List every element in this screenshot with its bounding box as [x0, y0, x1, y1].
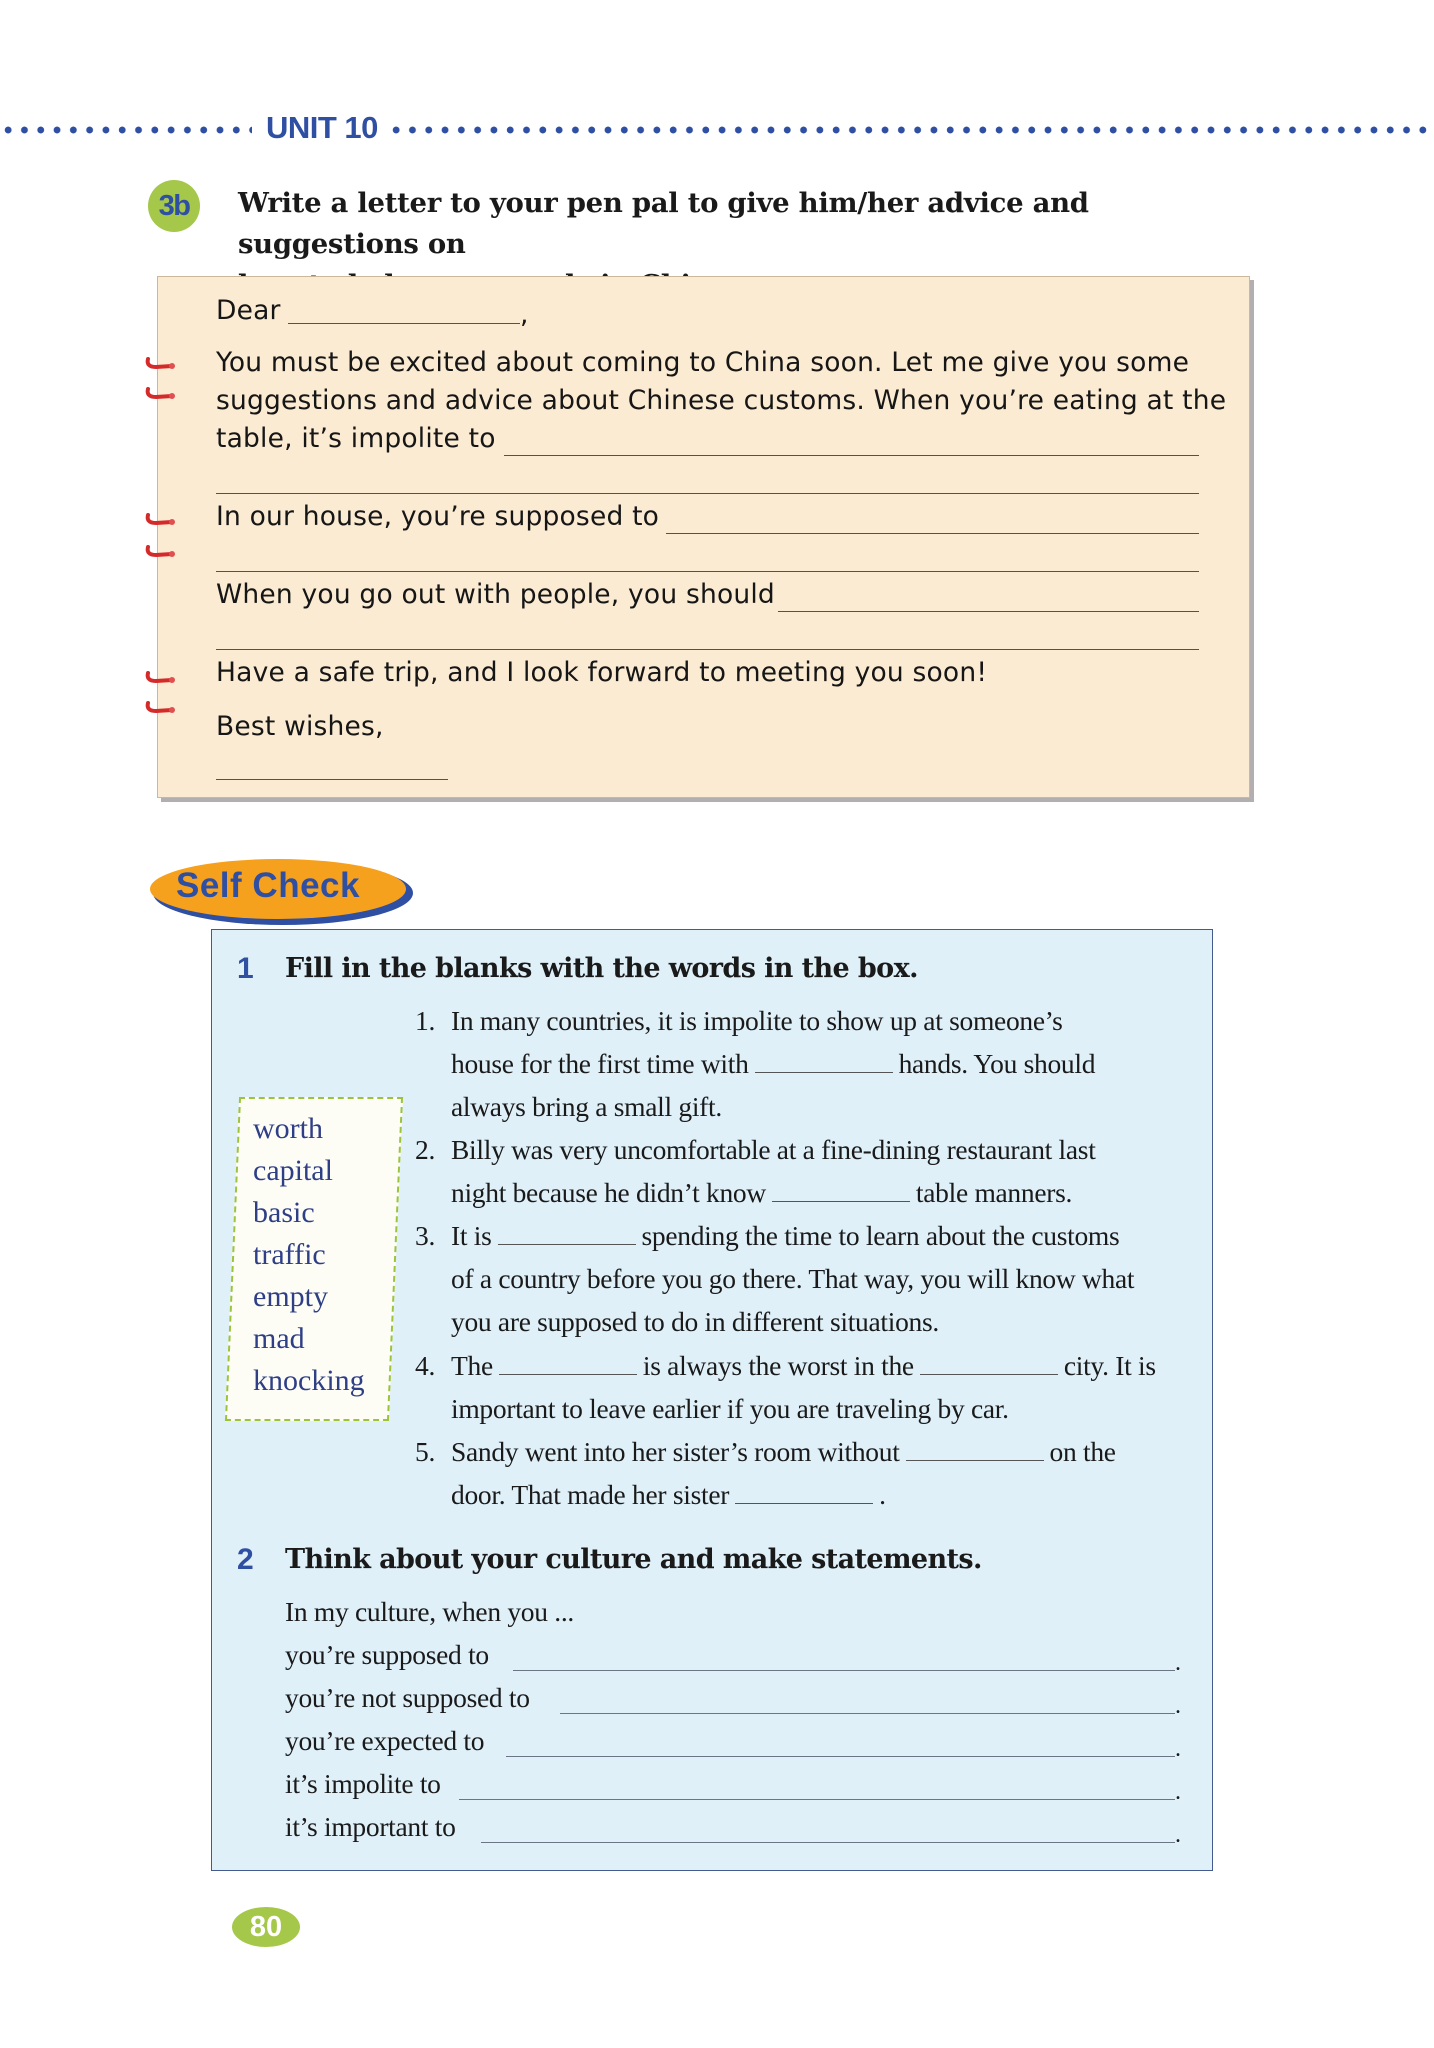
spiral-ring-icon — [144, 385, 178, 403]
item-4-line-2: important to leave earlier if you are traveling by car. — [451, 1393, 1009, 1424]
answer-line-table-manners-2[interactable] — [216, 493, 1199, 494]
letter-para1-line3: table, it’s impolite to — [216, 423, 496, 454]
word-box-item: empty — [253, 1280, 328, 1313]
spiral-ring-icon — [144, 543, 178, 561]
letter-para2: In our house, you’re supposed to — [216, 501, 660, 532]
letter-sign-off: Best wishes, — [216, 711, 384, 742]
self-check-label: Self Check — [176, 866, 360, 905]
answer-blank[interactable] — [772, 1179, 910, 1202]
header-dotted-rule-right — [388, 126, 1434, 134]
instruction-line-1: Write a letter to your pen pal to give him/her advice and suggestions on — [238, 187, 1089, 260]
word-box-item: knocking — [253, 1364, 365, 1397]
statement-label: you’re expected to — [285, 1725, 485, 1756]
item-1-line-1: In many countries, it is impolite to show up at someone’s — [451, 1005, 1063, 1036]
letter-greeting: Dear — [216, 295, 281, 326]
answer-blank[interactable] — [499, 1352, 637, 1375]
statement-answer-line[interactable] — [513, 1670, 1175, 1671]
statement-period: . — [1175, 1779, 1181, 1805]
answer-blank[interactable] — [735, 1481, 873, 1504]
recipient-name-blank[interactable] — [288, 323, 520, 324]
statement-label: you’re not supposed to — [285, 1682, 530, 1713]
word-box-item: mad — [253, 1322, 305, 1355]
item-3-line-1: It is spending the time to learn about the customs — [451, 1220, 1120, 1251]
item-5-line-1: Sandy went into her sister’s room without on the — [451, 1436, 1116, 1467]
item-4-line-1: The is always the worst in the city. It is — [451, 1350, 1156, 1381]
spiral-ring-icon — [144, 355, 178, 373]
item-number: 1. — [415, 1005, 436, 1036]
greeting-comma: , — [520, 299, 529, 330]
item-number: 5. — [415, 1436, 436, 1467]
item-number: 2. — [415, 1134, 436, 1165]
statement-answer-line[interactable] — [459, 1799, 1175, 1800]
item-1-line-2: house for the first time with hands. You should — [451, 1048, 1096, 1079]
statement-label: you’re supposed to — [285, 1639, 489, 1670]
spiral-ring-icon — [144, 511, 178, 529]
item-number: 3. — [415, 1220, 436, 1251]
answer-line-going-out-2[interactable] — [216, 649, 1199, 650]
exercise-badge-3b: 3b — [148, 180, 200, 232]
statement-period: . — [1175, 1650, 1181, 1676]
statement-label: it’s impolite to — [285, 1768, 441, 1799]
answer-line-going-out[interactable] — [778, 611, 1199, 612]
letter-closing-line: Have a safe trip, and I look forward to meeting you soon! — [216, 657, 988, 688]
item-3-line-3: you are supposed to do in different situations. — [451, 1306, 939, 1337]
statement-period: . — [1175, 1693, 1181, 1719]
spiral-ring-icon — [144, 699, 178, 717]
answer-line-house-2[interactable] — [216, 571, 1199, 572]
letter-para1-line1: You must be excited about coming to China soon. Let me give you some — [216, 347, 1190, 378]
letter-para1-line2: suggestions and advice about Chinese customs. When you’re eating at the — [216, 385, 1227, 416]
spiral-ring-icon — [144, 669, 178, 687]
question-1-number: 1 — [237, 952, 254, 985]
question-2-title: Think about your culture and make statements. — [285, 1544, 982, 1575]
word-box-item: traffic — [253, 1238, 326, 1271]
statement-label: it’s important to — [285, 1811, 456, 1842]
signature-blank[interactable] — [216, 779, 448, 780]
answer-blank[interactable] — [906, 1438, 1044, 1461]
statement-answer-line[interactable] — [560, 1713, 1175, 1714]
answer-line-house[interactable] — [666, 533, 1199, 534]
item-number: 4. — [415, 1350, 436, 1381]
item-2-line-2: night because he didn’t know table manners. — [451, 1177, 1073, 1208]
answer-line-table-manners[interactable] — [504, 455, 1199, 456]
word-box-item: worth — [253, 1112, 323, 1145]
item-5-line-2: door. That made her sister . — [451, 1479, 886, 1510]
answer-blank[interactable] — [498, 1222, 636, 1245]
question-2-number: 2 — [237, 1543, 254, 1576]
letter-notepad — [157, 276, 1250, 798]
header-dotted-rule-left — [0, 126, 252, 134]
statement-answer-line[interactable] — [481, 1842, 1175, 1843]
statement-answer-line[interactable] — [506, 1756, 1175, 1757]
page-number-badge: 80 — [232, 1907, 300, 1947]
item-2-line-1: Billy was very uncomfortable at a fine-dining restaurant last — [451, 1134, 1096, 1165]
question-1-title: Fill in the blanks with the words in the box. — [285, 953, 918, 984]
item-1-line-3: always bring a small gift. — [451, 1091, 722, 1122]
answer-blank[interactable] — [920, 1352, 1058, 1375]
question-2-intro: In my culture, when you ... — [285, 1596, 574, 1627]
statement-period: . — [1175, 1822, 1181, 1848]
answer-blank[interactable] — [755, 1050, 893, 1073]
statement-period: . — [1175, 1736, 1181, 1762]
letter-para3: When you go out with people, you should — [216, 579, 775, 610]
word-box-item: capital — [253, 1154, 333, 1187]
item-3-line-2: of a country before you go there. That way, you will know what — [451, 1263, 1135, 1294]
word-box-item: basic — [253, 1196, 315, 1229]
unit-title: UNIT 10 — [266, 110, 378, 145]
